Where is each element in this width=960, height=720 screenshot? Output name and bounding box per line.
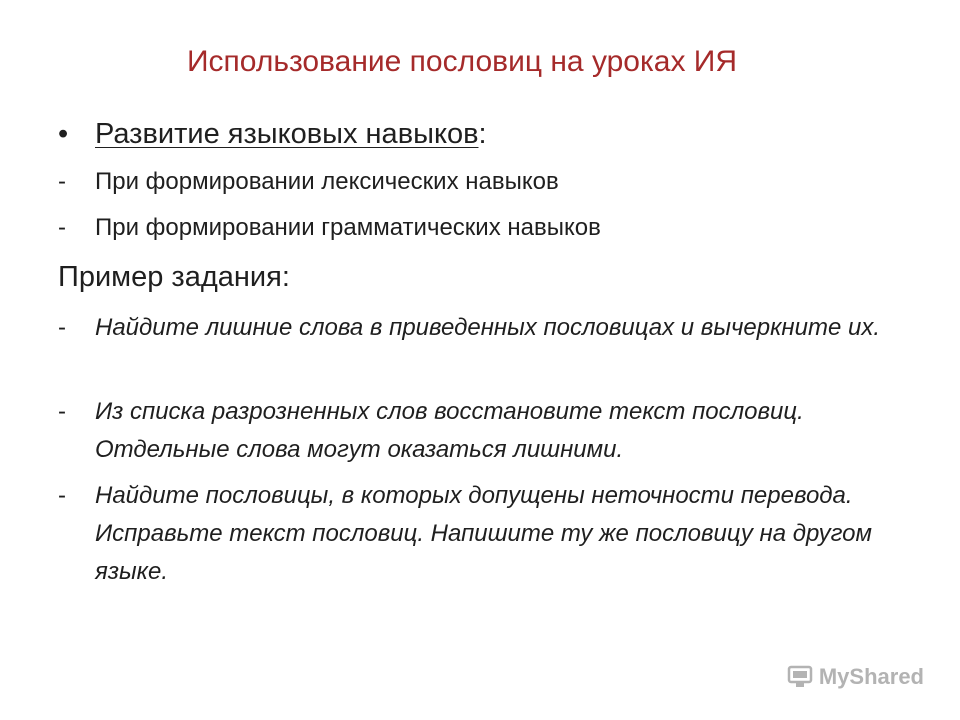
example-heading: Пример задания:	[58, 261, 290, 293]
dash-marker: -	[58, 314, 66, 341]
myshared-watermark	[787, 664, 924, 690]
task-text: Из списка разрозненных слов восстановите текст пословиц. Отдельные слова могут оказаться лишними.	[95, 398, 804, 463]
task-text: Найдите лишние слова в приведенных пословицах и вычеркните их.	[95, 314, 881, 341]
skill-item-grammar	[58, 208, 601, 248]
skill-text: При формировании лексических навыков	[95, 168, 559, 195]
task-item-3	[58, 477, 908, 591]
bullet-marker: •	[58, 118, 69, 150]
myshared-logo-icon	[787, 664, 813, 690]
dash-marker: -	[58, 482, 66, 509]
skill-text: При формировании грамматических навыков	[95, 214, 601, 241]
task-text: Найдите пословицы, в которых допущены неточности перевода. Исправьте текст пословиц. Напишите ту же пословицу на другом языке.	[95, 482, 872, 585]
bullet-skills-development	[58, 114, 487, 154]
dash-marker: -	[58, 168, 66, 195]
watermark-text: MyShared	[818, 664, 924, 689]
dash-marker: -	[58, 398, 66, 425]
task-item-2	[58, 393, 908, 469]
task-item-1	[58, 309, 908, 347]
skill-item-lexical	[58, 162, 559, 202]
dash-marker: -	[58, 214, 66, 241]
bullet-suffix: :	[478, 118, 487, 150]
slide-title: Использование пословиц на уроках ИЯ	[186, 45, 738, 78]
bullet-label: Развитие языковых навыков	[95, 118, 479, 150]
